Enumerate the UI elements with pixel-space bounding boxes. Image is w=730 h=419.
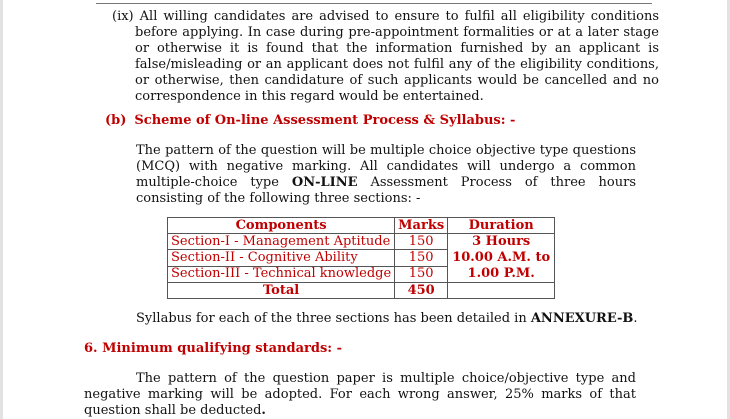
clause-ix-marker: (ix) bbox=[112, 9, 134, 24]
min-standards-suffix: . bbox=[261, 403, 266, 418]
duration-cell bbox=[448, 234, 555, 283]
duration-line: 10.00 A.M. to bbox=[452, 250, 551, 265]
clause-ix-text: All willing candidates are advised to ensure to fulfil all eligibility conditions before applying. In case during pre-appointment formalities or at a later stage or otherwise it is found that the information furnished by an applicant is false/misleading or an applicant does not fulfil any of the eligibility conditions, or otherwise, then candidature of such applicants would be cancelled and no correspondence in this regard would be entertained. bbox=[135, 9, 659, 104]
pattern-text-before: The pattern of the question will be multiple choice objective type questions (MCQ) with negative marking. All candidates will undergo a common multiple-choice type bbox=[136, 143, 636, 190]
row-marks: 150 bbox=[395, 266, 448, 282]
total-marks: 450 bbox=[395, 283, 448, 299]
page-left-edge bbox=[0, 0, 3, 419]
pattern-online-bold: ON-LINE bbox=[291, 175, 358, 190]
syllabus-note bbox=[136, 311, 638, 327]
min-standards-text: The pattern of the question paper is multiple choice/objective type and negative marking will be adopted. For each wrong answer, 25% marks of that question shall be deducted bbox=[84, 371, 636, 418]
table-header-row bbox=[168, 218, 555, 234]
section-b-title: Scheme of On-line Assessment Process & Syllabus: - bbox=[134, 113, 516, 128]
total-label: Total bbox=[168, 283, 395, 299]
annexure-b-bold: ANNEXURE-B bbox=[530, 311, 634, 326]
syllabus-suffix: . bbox=[633, 311, 638, 326]
top-divider bbox=[96, 3, 652, 4]
duration-line: 3 Hours bbox=[472, 234, 531, 249]
pattern-paragraph bbox=[136, 143, 636, 207]
row-component: Section-III - Technical knowledge bbox=[168, 266, 395, 282]
header-marks: Marks bbox=[395, 218, 448, 234]
header-components: Components bbox=[168, 218, 395, 234]
min-standards-paragraph bbox=[84, 371, 636, 419]
section-6-heading: 6. Minimum qualifying standards: - bbox=[84, 341, 342, 356]
row-component: Section-II - Cognitive Ability bbox=[168, 250, 395, 266]
row-marks: 150 bbox=[395, 250, 448, 266]
header-duration: Duration bbox=[448, 218, 555, 234]
total-empty-cell bbox=[448, 283, 555, 299]
assessment-table bbox=[167, 217, 555, 299]
section-b-marker: (b) bbox=[105, 113, 127, 128]
section-b-heading bbox=[105, 113, 515, 129]
duration-line: 1.00 P.M. bbox=[467, 266, 535, 281]
row-component: Section-I - Management Aptitude bbox=[168, 234, 395, 250]
clause-ix-paragraph bbox=[112, 9, 659, 105]
table-row bbox=[168, 234, 555, 250]
syllabus-text: Syllabus for each of the three sections has been detailed in bbox=[136, 311, 531, 326]
row-marks: 150 bbox=[395, 234, 448, 250]
pattern-text-after: Assessment Process of three hours consisting of the following three sections: - bbox=[136, 175, 637, 206]
table-total-row bbox=[168, 283, 555, 299]
